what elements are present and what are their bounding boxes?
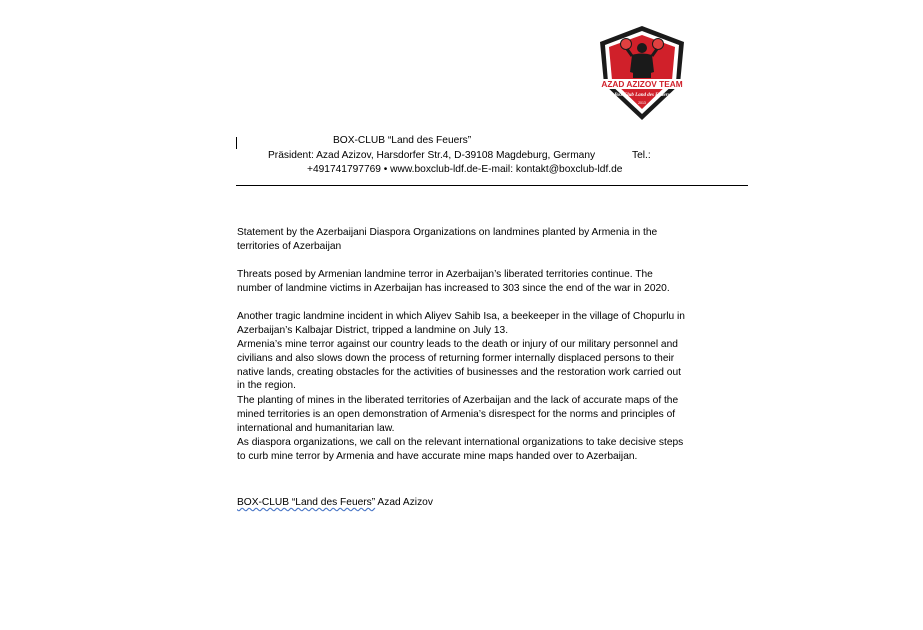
signature-club: BOX-CLUB “Land des Feuers” xyxy=(237,497,376,508)
logo-subtitle: Box Club Land des Feuers xyxy=(614,93,670,98)
letterhead-club: BOX-CLUB “Land des Feuers” xyxy=(333,135,472,146)
statement-title: Statement by the Azerbaijani Diaspora Organizations on landmines planted by Armenia in the territories of Azerbaijan xyxy=(237,227,658,252)
text-cursor xyxy=(236,137,237,149)
logo-year: 2013 xyxy=(638,101,646,105)
letterhead-tel-label: Tel.: xyxy=(632,150,651,161)
statement-paragraph: Threats posed by Armenian landmine terror in Azerbaijan’s liberated territories continue. The number of landmine victims in Azerbaijan has increased to 303 since the end of the war in 2020. xyxy=(237,269,670,294)
logo-team-name: AZAD AZIZOV TEAM xyxy=(601,79,683,89)
letterhead-divider xyxy=(236,185,748,186)
statement-paragraph: The planting of mines in the liberated territories of Azerbaijan and the lack of accurate maps of the mined territories is an open demonstration of Armenia’s disrespect for the norms and principles of international and humanitarian law. xyxy=(237,395,679,434)
signature-name: Azad Azizov xyxy=(375,497,433,508)
letterhead-president: Präsident: Azad Azizov, Harsdorfer Str.4, D-39108 Magdeburg, Germany xyxy=(268,150,596,161)
statement-paragraph: Armenia’s mine terror against our country leads to the death or injury of our military personnel and civilians and also slows down the process of returning former internally displaced persons to their native lands, creating obstacles for the activities of businesses and the restoration work carried out in the region. xyxy=(237,339,681,392)
letterhead-contact: +491741797769 • www.boxclub-ldf.de-E-mail: kontakt@boxclub-ldf.de xyxy=(307,164,623,175)
statement-paragraph: As diaspora organizations, we call on the relevant international organizations to take decisive steps to curb mine terror by Armenia and have accurate mine maps handed over to Azerbaijan. xyxy=(237,437,684,462)
statement-paragraph: Another tragic landmine incident in which Aliyev Sahib Isa, a beekeeper in the village of Chopurlu in Azerbaijan’s Kalbajar District, tripped a landmine on July 13. xyxy=(237,311,685,336)
signature xyxy=(237,497,433,508)
boxer-shield-logo xyxy=(592,22,692,124)
